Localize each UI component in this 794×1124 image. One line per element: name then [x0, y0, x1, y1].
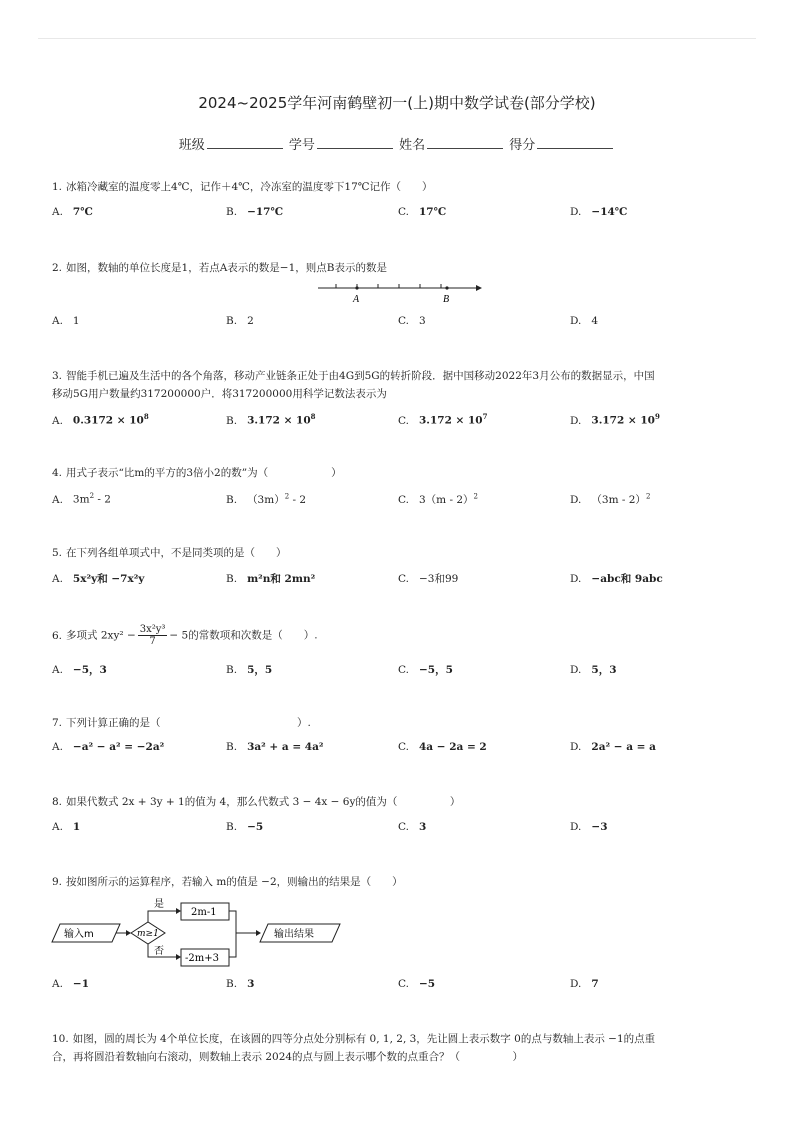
option-b[interactable]	[226, 315, 254, 327]
option-key: C.	[398, 664, 409, 676]
option-text: −5	[247, 821, 264, 833]
option-b[interactable]	[226, 571, 315, 586]
option-key: C.	[398, 573, 409, 585]
option-text: 2	[645, 492, 651, 501]
arrow-head-icon	[176, 954, 181, 960]
question-text: 如图，数轴的单位长度是1，若点A表示的数是−1，则点B表示的数是	[66, 262, 387, 274]
option-text: - 2	[289, 494, 307, 506]
option-b[interactable]	[226, 978, 254, 990]
option-text: 3	[419, 315, 426, 327]
option-key: A.	[52, 414, 63, 427]
point-a-label: A	[353, 294, 360, 305]
yes-label: 是	[154, 899, 164, 910]
option-c[interactable]	[398, 315, 426, 327]
option-a[interactable]	[52, 741, 164, 753]
option-text: −3和99	[419, 573, 459, 585]
question-text-tail: − 5的常数项和次数是（ ）.	[169, 629, 318, 642]
no-label: 否	[154, 946, 164, 957]
option-text: 4	[591, 315, 599, 327]
option-text: 9	[655, 412, 660, 421]
question-number: 3.	[52, 370, 63, 382]
student-info-line	[0, 134, 794, 153]
option-c[interactable]	[398, 821, 426, 833]
option-a[interactable]	[52, 492, 111, 506]
option-a[interactable]	[52, 206, 93, 218]
question-7	[52, 714, 311, 732]
option-text: （3m - 2）	[591, 494, 646, 506]
question-number: 5.	[52, 547, 63, 559]
option-text: −5，3	[72, 664, 107, 676]
point-b-dot	[445, 286, 448, 289]
option-a[interactable]	[52, 821, 80, 833]
option-text: 4a − 2a = 2	[419, 741, 487, 753]
option-c[interactable]	[398, 741, 487, 753]
question-text: 如图，圆的周长为 4个单位长度，在该圆的四等分点处分别标有 0, 1, 2, 3，先让圆上表示数字 0的点与数轴上表示 −1的点重	[72, 1033, 656, 1045]
option-text: 7	[591, 978, 599, 990]
option-text: −17℃	[247, 206, 284, 218]
option-text: 7℃	[72, 206, 93, 218]
option-text: 5x²y和 −7x²y	[72, 573, 145, 585]
option-text: 3	[419, 821, 427, 833]
question-text: 用式子表示“比m的平方的3倍小2的数”为（ ）	[66, 467, 342, 479]
option-key: B.	[226, 494, 238, 506]
option-key: A.	[52, 493, 63, 506]
name-label: 姓名	[399, 138, 426, 153]
question-text: 按如图所示的运算程序，若输入 m的值是 −2，则输出的结果是（ ）	[66, 876, 403, 888]
option-text: 8	[310, 412, 316, 421]
option-d[interactable]	[570, 412, 660, 427]
option-d[interactable]	[570, 662, 617, 677]
option-key: D.	[570, 206, 582, 218]
option-text: 5，5	[247, 664, 273, 676]
option-b[interactable]	[226, 662, 272, 677]
input-label: 输入m	[64, 929, 94, 940]
option-d[interactable]	[570, 206, 627, 218]
option-d[interactable]	[570, 571, 663, 586]
option-d[interactable]	[570, 315, 598, 327]
score-blank[interactable]	[537, 136, 613, 149]
option-text: 2	[473, 492, 479, 501]
option-c[interactable]	[398, 412, 487, 427]
name-blank[interactable]	[427, 136, 503, 149]
class-label: 班级	[178, 138, 205, 153]
question-text: 如果代数式 2x + 3y + 1的值为 4，那么代数式 3 − 4x − 6y的值为（ ）	[66, 796, 461, 808]
id-blank[interactable]	[317, 136, 393, 149]
fraction-numerator: 3x²y³	[139, 624, 166, 635]
fraction-denominator: 7	[149, 636, 156, 647]
score-label: 得分	[509, 138, 536, 153]
option-text: −5	[419, 978, 436, 990]
question-text-line2: 合，再将圆沿着数轴向右滚动，则数轴上表示 2024的点与圆上表示哪个数的点重合？（ ）	[52, 1051, 524, 1063]
question-text: 在下列各组单项式中，不是同类项的是（ ）	[66, 547, 287, 559]
option-d[interactable]	[570, 821, 608, 833]
option-text: 3a² + a = 4a²	[247, 741, 324, 753]
option-a[interactable]	[52, 662, 107, 677]
option-d[interactable]	[570, 741, 656, 753]
option-key: C.	[398, 414, 409, 427]
option-key: B.	[226, 821, 238, 833]
option-a[interactable]	[52, 315, 80, 327]
class-blank[interactable]	[207, 136, 283, 149]
option-b[interactable]	[226, 206, 283, 218]
option-text: 8	[143, 412, 149, 421]
question-number: 10.	[52, 1033, 69, 1045]
option-text: - 2	[94, 493, 111, 506]
option-key: B.	[226, 573, 238, 585]
output-label: 输出结果	[274, 929, 314, 940]
option-c[interactable]	[398, 206, 446, 218]
question-text: 下列计算正确的是（ ）.	[66, 717, 311, 729]
option-key: C.	[398, 206, 409, 218]
question-2	[52, 259, 387, 277]
option-key: B.	[226, 206, 238, 218]
option-text: −3	[591, 821, 608, 833]
yes-branch-line	[148, 911, 178, 922]
option-c[interactable]	[398, 978, 435, 990]
option-key: D.	[570, 664, 582, 676]
option-d[interactable]	[570, 492, 650, 507]
option-b[interactable]	[226, 821, 263, 833]
option-key: C.	[398, 978, 409, 990]
question-text: 多项式 2xy² −	[66, 629, 136, 642]
option-text: m²n和 2mn²	[247, 573, 316, 585]
option-key: D.	[570, 741, 582, 753]
option-a[interactable]	[52, 412, 149, 427]
option-key: B.	[226, 414, 238, 427]
option-text: 2	[247, 315, 254, 327]
option-text: −5，5	[419, 664, 453, 676]
arrow-head-icon	[256, 930, 261, 936]
option-key: B.	[226, 315, 238, 327]
page-title: 2024~2025学年河南鹤壁初一(上)期中数学试卷(部分学校)	[198, 94, 596, 112]
question-8	[52, 793, 460, 811]
arrow-head-icon	[476, 285, 482, 291]
question-3	[52, 367, 742, 403]
question-text-line2: 移动5G用户数量约317200000户．将317200000用科学记数法表示为	[52, 388, 387, 400]
option-text: 2	[284, 492, 290, 501]
option-text: 3	[247, 978, 255, 990]
question-number: 7.	[52, 717, 63, 729]
question-number: 4.	[52, 467, 63, 479]
option-key: B.	[226, 978, 238, 990]
question-number: 8.	[52, 796, 63, 808]
option-key: A.	[52, 821, 63, 833]
option-text: 1	[72, 821, 81, 833]
option-key: D.	[570, 978, 582, 990]
option-key: C.	[398, 821, 409, 833]
option-key: B.	[226, 741, 238, 753]
option-c[interactable]	[398, 571, 458, 586]
option-key: C.	[398, 741, 409, 753]
question-4	[52, 464, 342, 482]
option-text: 0.3172 × 10	[72, 414, 144, 427]
top-process-label: 2m-1	[191, 907, 217, 918]
option-text: 3.172 × 10	[591, 414, 655, 427]
option-text: 17℃	[419, 206, 447, 218]
point-b-label: B	[443, 294, 450, 305]
option-text: 3.172 × 10	[247, 414, 311, 427]
option-text: 2a² − a = a	[591, 741, 656, 753]
option-text: 3m	[72, 493, 90, 506]
arrow-head-icon	[176, 908, 181, 914]
option-c[interactable]	[398, 492, 478, 507]
number-line-ticks	[336, 284, 441, 288]
option-b[interactable]	[226, 492, 306, 507]
option-b[interactable]	[226, 741, 324, 753]
option-d[interactable]	[570, 978, 599, 990]
question-9	[52, 873, 403, 891]
option-a[interactable]	[52, 978, 89, 990]
option-text: 2	[89, 492, 95, 500]
option-text: 7	[482, 412, 488, 421]
option-text: （3m）	[247, 494, 285, 506]
option-text: −14℃	[591, 206, 628, 218]
option-c[interactable]	[398, 662, 453, 677]
option-key: D.	[570, 414, 582, 427]
option-b[interactable]	[226, 412, 316, 427]
option-key: A.	[52, 573, 63, 585]
option-text: 3.172 × 10	[419, 414, 483, 427]
question-6	[52, 624, 318, 647]
id-label: 学号	[288, 138, 315, 153]
bottom-process-label: -2m+3	[185, 953, 219, 964]
option-text: −abc和 9abc	[591, 573, 663, 585]
question-10	[52, 1030, 742, 1066]
flowchart-figure	[50, 895, 350, 971]
number-line-figure	[316, 280, 486, 306]
question-text: 冰箱冷藏室的温度零上4℃，记作＋4℃，冷冻室的温度零下17℃记作（ ）	[66, 181, 433, 193]
question-number: 6.	[52, 629, 63, 642]
question-5	[52, 544, 287, 562]
point-a-dot	[355, 286, 358, 289]
option-key: A.	[52, 664, 63, 676]
option-text: 5，3	[591, 664, 617, 676]
option-key: B.	[226, 664, 238, 676]
header-rule	[38, 38, 756, 39]
option-key: A.	[52, 978, 63, 990]
question-1	[52, 178, 433, 196]
option-key: A.	[52, 206, 63, 218]
question-text: 智能手机已遍及生活中的各个角落，移动产业链条正处于由4G到5G的转折阶段．据中国移动2022年3月公布的数据显示，中国	[66, 370, 655, 382]
question-number: 9.	[52, 876, 63, 888]
question-number: 1.	[52, 181, 63, 193]
option-key: C.	[398, 315, 409, 327]
merge-line	[229, 911, 236, 957]
option-a[interactable]	[52, 571, 144, 586]
option-key: D.	[570, 315, 582, 327]
option-text: 1	[72, 315, 80, 327]
option-key: A.	[52, 741, 63, 753]
option-key: D.	[570, 494, 582, 506]
question-number: 2.	[52, 262, 63, 274]
option-key: A.	[52, 315, 63, 327]
option-key: D.	[570, 821, 582, 833]
option-text: −1	[72, 978, 90, 990]
option-text: −a² − a² = −2a²	[72, 741, 165, 753]
condition-label: m≥1	[137, 929, 159, 939]
option-text: 3（m - 2）	[419, 494, 474, 506]
fraction	[138, 624, 168, 647]
option-key: D.	[570, 573, 582, 585]
option-key: C.	[398, 494, 409, 506]
